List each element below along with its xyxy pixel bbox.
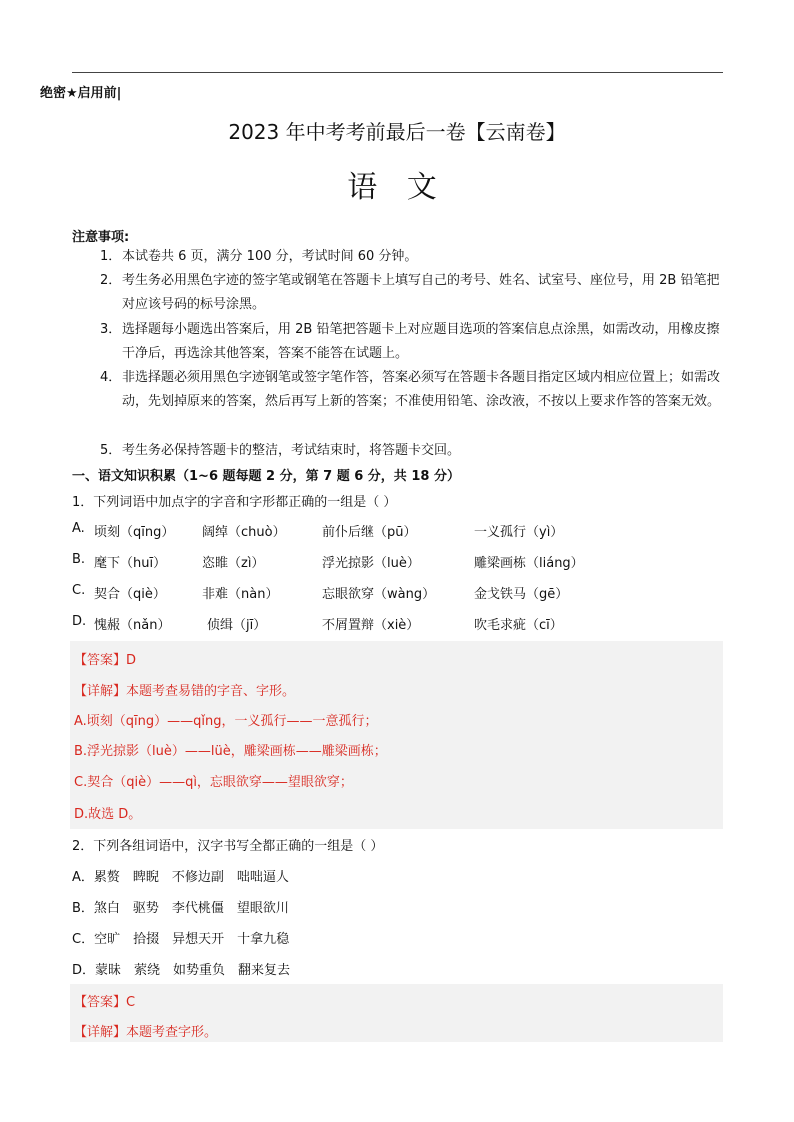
q1-answer-box — [70, 641, 723, 829]
option-word: 忘眼欲穿（wàng） — [322, 587, 436, 602]
notice-text: 选择题每小题选出答案后，用 2B 铅笔把答题卡上对应题目选项的答案信息点涂黑，如需改动，用橡皮擦干净后，再选涂其他答案，答案不能答在试题上。 — [122, 322, 720, 361]
option-word: 麾下（huī） — [94, 556, 167, 571]
q1-option-a — [72, 521, 724, 541]
q1-option-d — [72, 614, 724, 634]
header-rule — [72, 72, 723, 73]
option-word: 契合（qiè） — [94, 587, 166, 602]
detail-item: B.浮光掠影（luè）——lüè，雕梁画栋——雕梁画栋； — [74, 744, 387, 759]
detail-line — [74, 680, 295, 699]
detail-line — [74, 1021, 217, 1040]
detail-text: 本题考查字形。 — [126, 1025, 218, 1040]
detail-item: C.契合（qiè）——qì，忘眼欲穿——望眼欲穿； — [74, 775, 353, 790]
q2-option-d: D．蒙昧 萦绕 如势重负 翻来复去 — [72, 963, 291, 978]
answer-line — [74, 991, 135, 1010]
question-2-stem: 2．下列各组词语中，汉字书写全都正确的一组是（ ） — [72, 839, 384, 854]
option-word: 浮光掠影（luè） — [322, 556, 420, 571]
notice-text: 本试卷共 6 页，满分 100 分，考试时间 60 分钟。 — [122, 249, 418, 264]
notice-heading: 注意事项: — [72, 230, 130, 245]
option-word: 吹毛求疵（cī） — [474, 618, 563, 633]
notice-num: 1． — [100, 249, 122, 264]
q2-option-a: A．累赘 睥睨 不修边副 咄咄逼人 — [72, 870, 289, 885]
notice-item — [100, 269, 726, 317]
answer-tag: 【答案】 — [74, 995, 127, 1010]
notice-num: 4． — [100, 370, 122, 385]
notice-num: 2． — [100, 273, 122, 288]
notice-item — [100, 245, 726, 269]
option-label: B. — [72, 552, 86, 567]
q1-option-b — [72, 552, 724, 572]
answer-line — [74, 649, 136, 668]
confidential-label: 绝密★启用前| — [40, 86, 122, 101]
option-label: D. — [72, 614, 87, 629]
question-1-stem: 1．下列词语中加点字的字音和字形都正确的一组是（ ） — [72, 495, 397, 510]
notice-num: 5． — [100, 443, 122, 458]
answer-tag: 【答案】 — [74, 653, 127, 668]
notice-num: 3． — [100, 322, 122, 337]
option-label: C. — [72, 583, 86, 598]
exam-title: 2023 年中考考前最后一卷【云南卷】 — [228, 120, 566, 144]
option-word: 顷刻（qīng） — [94, 525, 175, 540]
notice-text: 考生务必用黑色字迹的签字笔或钢笔在答题卡上填写自己的考号、姓名、试室号、座位号，用 2B 铅笔把对应该号码的标号涂黑。 — [122, 273, 720, 312]
notice-item — [100, 318, 726, 366]
detail-tag: 【详解】 — [74, 684, 127, 699]
q2-option-c: C．空旷 拾掇 异想天开 十拿九稳 — [72, 932, 290, 947]
option-word: 不屑置辩（xiè） — [322, 618, 420, 633]
detail-item: A.顷刻（qīng）——qǐng，一义孤行——一意孤行； — [74, 714, 378, 729]
option-word: 金戈铁马（gē） — [474, 587, 569, 602]
option-word: 阔绰（chuò） — [202, 525, 286, 540]
q2-option-b: B．煞白 驱势 李代桃僵 望眼欲川 — [72, 901, 289, 916]
section-heading: 一、语文知识积累（1~6 题每题 2 分，第 7 题 6 分，共 18 分） — [72, 469, 460, 484]
notice-item — [100, 439, 726, 463]
detail-tag: 【详解】 — [74, 1025, 127, 1040]
notice-item — [100, 366, 726, 414]
option-word: 前仆后继（pū） — [322, 525, 417, 540]
subject-title: 语 文 — [347, 170, 447, 205]
q1-option-c — [72, 583, 724, 603]
q2-answer-box — [70, 984, 723, 1042]
option-word: 恣睢（zì） — [202, 556, 265, 571]
notice-text: 非选择题必须用黑色字迹钢笔或签字笔作答，答案必须写在答题卡各题目指定区域内相应位置上；如需改动，先划掉原来的答案，然后再写上新的答案；不准使用铅笔、涂改液，不按以上要求作答的答案无效。 — [122, 370, 721, 409]
option-word: 一义孤行（yì） — [474, 525, 564, 540]
option-word: 非难（nàn） — [202, 587, 279, 602]
notice-text: 考生务必保持答题卡的整洁，考试结束时，将答题卡交回。 — [122, 443, 461, 458]
answer-value: C — [126, 995, 136, 1010]
detail-text: 本题考查易错的字音、字形。 — [126, 684, 296, 699]
option-word: 愧赧（nǎn） — [94, 618, 171, 633]
option-word: 侦缉（jī） — [207, 618, 267, 633]
detail-item: D.故选 D。 — [74, 807, 142, 822]
answer-value: D — [126, 653, 137, 668]
option-label: A. — [72, 521, 85, 536]
option-word: 雕梁画栋（liáng） — [474, 556, 584, 571]
